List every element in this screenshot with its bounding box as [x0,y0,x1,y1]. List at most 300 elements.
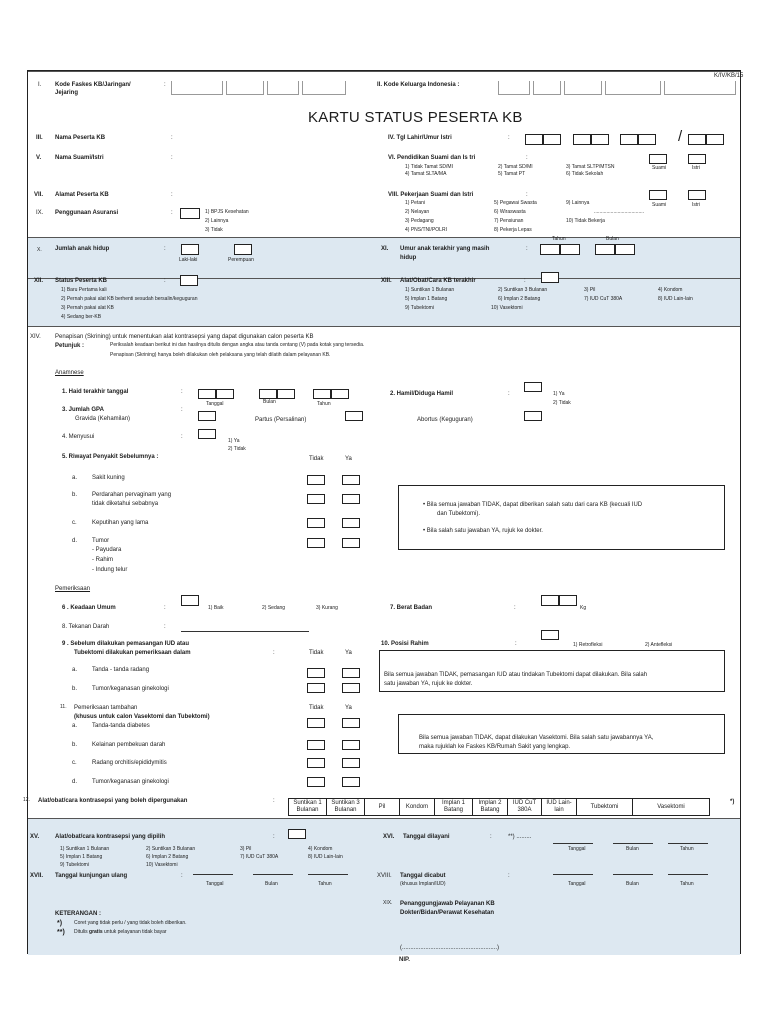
petunjuk-label: Petunjuk : [55,343,85,349]
option: 8) Pekerja Lepas [494,227,532,233]
option: 6) Implan 2 Batang [498,296,541,302]
tumor-ginekologi-ya-box[interactable] [342,683,360,693]
option: 3) Kurang [316,605,338,611]
pekerjaan-istri-box[interactable] [688,190,706,200]
option: 10) Vasektomi [146,862,178,868]
note-text: • Bila salah satu jawaban YA, rujuk ke dokter. [423,528,543,534]
item-number: 11. [60,704,67,710]
option: 4) Sedang ber-KB [61,314,102,320]
status-peserta-box[interactable] [180,275,198,286]
tgl-lahir-box[interactable] [620,134,638,145]
option: 4) PNS/TNI/POLRI [405,227,447,233]
perdarahan-label: tidak diketahui sebabnya [92,501,159,507]
colon: : [171,192,173,198]
colon: : [526,246,528,252]
kode-keluarga-box[interactable] [605,81,661,95]
riwayat-label: 5. Riwayat Penyakit Sebelumnya : [62,454,159,460]
haid-bulan-box[interactable] [277,389,295,399]
anak-perempuan-box[interactable] [234,244,252,255]
option: 1) Tidak Tamat SD/MI [405,164,453,170]
tumor-tidak-box[interactable] [307,538,325,548]
section-number: XIII. [381,278,392,284]
bulan-label: Bulan [263,399,276,405]
option: 2) Tidak [553,400,571,406]
istri-label: Istri [692,165,701,171]
kontrasepsi-table [288,798,710,816]
method-cell[interactable]: Implan 2 Batang [473,799,508,815]
tanda-radang-tidak-box[interactable] [307,668,325,678]
tahun-label: Tahun [318,881,332,887]
section-number: VII. [34,192,44,198]
posisi-rahim-label: 10. Posisi Rahim [381,641,429,647]
tumor-ginekologi-label: Tumor/keganasan ginekologi [92,686,169,692]
signature-line[interactable]: (.........................................................) [400,945,500,951]
option: 1) Suntikan 1 Bulanan [405,287,455,293]
footnote-marker: **) [57,929,65,936]
tgl-lahir-box[interactable] [638,134,656,145]
option: 1) Baru Pertama kali [61,287,107,293]
section-number: IX. [36,210,44,216]
method-cell[interactable]: IUD CuT 380A [508,799,542,815]
option: 2) Pernah pakai alat KB berhenti sesudah bersalin/keguguran [61,296,198,302]
kode-keluarga-box[interactable] [533,81,561,95]
pendidikan-istri-box[interactable] [688,154,706,164]
colon: : [514,605,516,611]
haid-bulan-box[interactable] [259,389,277,399]
tanggal-label: Tanggal [206,881,224,887]
colon: : [515,641,517,647]
item-letter: b. [72,742,78,748]
section-number: XIX. [383,900,393,906]
umur-anak-label: hidup [400,255,417,261]
colon: : [508,391,510,397]
colon: : [171,155,173,161]
ya-column-label: Ya [345,705,352,711]
umur-istri-box[interactable] [688,134,706,145]
tumor-ginekologi-tidak-box[interactable] [307,777,325,787]
penapisan-label: Penapisan (Skrining) untuk menentukan alat kontrasepsi yang dapat digunakan calon peserta KB [55,334,314,340]
method-cell[interactable]: Kondom [400,799,435,815]
tanggal-label: Tanggal [206,401,224,407]
option: 8) IUD Lain-lain [658,296,693,302]
berat-badan-label: 7. Berat Badan [390,605,433,611]
item-letter: b. [72,686,78,692]
laki-label: Laki-laki [179,257,198,263]
option: 1) Suntikan 1 Bulanan [60,846,110,852]
haid-tahun-box[interactable] [313,389,331,399]
section-number: X. [37,247,42,253]
item-letter: b. [72,492,78,498]
option: 5) Implan 1 Batang [405,296,448,302]
nama-suami-label: Nama Suami/Istri [55,155,104,161]
abortus-box[interactable] [524,411,542,421]
option: 9) Tubektomi [60,862,89,868]
pekerjaan-suami-box[interactable] [649,190,667,200]
option: 6) Wiraswasta [494,209,526,215]
option: 2) Nelayan [405,209,430,215]
option: 4) Tamat SLTA/MA [405,171,447,177]
colon: : [164,624,166,630]
umur-anak-bulan-box[interactable] [615,244,635,255]
tumor-rahim-label: - Rahim [92,557,114,563]
method-cell[interactable]: Pil [365,799,400,815]
tanggal-label: Tanggal [568,846,586,852]
kartu-status-peserta-kb [23,70,744,954]
perempuan-label: Perempuan [228,257,254,263]
tidak-column-label: Tidak [309,705,324,711]
option: 2) Lainnya [205,218,229,224]
divider [28,326,740,327]
menyusui-label: 4. Menyusui [62,434,95,440]
option: 3) Pedagang [405,218,434,224]
option: 10) Vasektomi [491,305,523,311]
tanggal-dicabut-sub: (khusus Implan/IUD) [400,881,446,887]
faskes-code-box[interactable] [171,81,223,95]
item-number: 12. [23,797,30,803]
faskes-code-box[interactable] [226,81,264,95]
posisi-rahim-box[interactable] [541,630,559,640]
item-letter: c. [72,520,77,526]
tidak-column-label: Tidak [309,650,324,656]
gravida-label: Gravida (Kehamilan) [75,416,131,422]
umur-anak-label: Umur anak terakhir yang masih [400,246,490,252]
kode-keluarga-box[interactable] [498,81,530,95]
colon: : [181,389,183,395]
pemeriksaan-heading: Pemeriksaan [55,586,91,592]
option: 5) Implan 1 Batang [60,854,103,860]
footnote-text: Coret yang tidak perlu / yang tidak boleh diberikan. [74,920,187,926]
partus-box[interactable] [345,411,363,421]
section-number: XVIII. [377,873,392,879]
perdarahan-label: Perdarahan pervaginam yang [92,492,172,498]
item-letter: a. [72,723,78,729]
colon: : [164,278,166,284]
tgl-lahir-box[interactable] [573,134,591,145]
dilayani-tahun-line[interactable] [668,843,708,844]
umur-anak-tahun-box[interactable] [540,244,560,255]
method-cell[interactable]: Implan 1 Batang [435,799,473,815]
nip-label: NIP. [399,957,410,963]
umur-istri-box[interactable] [706,134,724,145]
colon: : [508,135,510,141]
kontrasepsi-boleh-label: Alat/obat/cara kontrasepsi yang boleh dipergunakan [38,798,188,804]
asuransi-label: Penggunaan Asuransi [55,210,119,216]
jumlah-anak-label: Jumlah anak hidup [55,246,110,252]
section-number: XI. [381,246,389,252]
option: 3) Pil [584,287,596,293]
colon: : [164,605,166,611]
method-cell[interactable]: Vasektomi [657,803,685,810]
note-text: Bila semua jawaban TIDAK, pemasangan IUD atau tindakan Tubektomi dapat dilakukan. Bila salah [384,672,648,678]
petunjuk-text: Periksalah keadaan berikut ini dan hasilnya ditulis dengan angka atau tanda centang (V) pada kotak yang tersedia. [110,342,365,348]
tgl-lahir-box[interactable] [543,134,561,145]
footnote-text: Ditulis [74,929,90,935]
colon: : [181,434,183,440]
nama-peserta-label: Nama Peserta KB [55,135,106,141]
kunjungan-tahun-line[interactable] [308,874,348,875]
colon: : [526,192,528,198]
tumor-payudara-label: - Payudara [92,547,122,553]
keputihan-ya-box[interactable] [342,518,360,528]
tumor-label: Tumor [92,538,110,544]
petunjuk-text: Penapisan (Skrining) hanya boleh dilakukan oleh pelaksana yang telah dilatih dalam pelayanan KB. [110,352,331,358]
suami-label: Suami [652,165,667,171]
option: 1) Baik [208,605,224,611]
bulan-label: Bulan [626,881,639,887]
footnote-text [74,930,167,936]
tgl-lahir-label: IV. Tgl Lahir/Umur Istri [388,135,452,141]
tekanan-darah-label: 8. Tekanan Darah [62,624,110,630]
method-cell[interactable]: Tubektomi [577,799,633,815]
section-number: XVII. [30,873,44,879]
tanggal-dilayani-label: Tanggal dilayani [403,834,450,840]
tumor-ginekologi-label: Tumor/keganasan ginekologi [92,779,169,785]
faskes-code-box[interactable] [267,81,299,95]
menyusui-box[interactable] [198,429,216,439]
option: 2) Sedang [262,605,286,611]
option-dots: .................................... [594,209,645,215]
option: 1) Petani [405,200,426,206]
tanda-radang-ya-box[interactable] [342,668,360,678]
tumor-ginekologi-ya-box[interactable] [342,777,360,787]
orchitis-label: Radang orchitis/epididymitis [92,760,167,766]
partus-label: Partus (Persalinan) [255,417,307,423]
method-cell[interactable]: IUD Lain-lain [542,799,577,815]
anak-laki-box[interactable] [181,244,199,255]
colon: : [526,155,528,161]
pembekuan-darah-label: Kelainan pembekuan darah [92,742,166,748]
hamil-label: 2. Hamil/Diduga Hamil [390,391,454,397]
pemeriksaan-tambahan-label: Pemeriksaan tambahan [74,705,138,711]
colon: : [490,834,492,840]
option: 5) Tamat PT [498,171,526,177]
colon: : [508,873,510,879]
anamnese-heading: Anamnese [55,370,84,376]
haid-label: 1. Haid terakhir tanggal [62,389,129,395]
diabetes-label: Tanda-tanda diabetes [92,723,150,729]
pemeriksaan-dalam-label: Tubektomi dilakukan pemeriksaan dalam [74,650,191,656]
option: 9) Lainnya [566,200,590,206]
note-text: Bila semua jawaban TIDAK, dapat dilakukan Vasektomi. Bila salah satu jawabannya YA, [419,735,654,741]
pendidikan-label: VI. Pendidikan Suami dan Is tri [388,155,476,161]
berat-badan-box[interactable] [541,595,559,606]
note-text: • Bila semua jawaban TIDAK, dapat diberikan salah satu dari cara KB (kecuali IUD [423,502,643,508]
footnote-marker: *) [57,920,63,927]
bulan-label: Bulan [606,236,619,242]
form-code: K/IV/KB/15 [714,73,744,79]
note-text: satu jawaban YA, rujuk ke dokter. [384,681,473,687]
ya-column-label: Ya [345,650,352,656]
divider [28,237,740,238]
haid-tanggal-box[interactable] [216,389,234,399]
colon: : [181,873,183,879]
diabetes-ya-box[interactable] [342,718,360,728]
colon: : [273,834,275,840]
colon: : [164,82,166,88]
section-number: III. [36,135,43,141]
tekanan-darah-line[interactable] [181,631,309,632]
penanggungjawab-label: Dokter/Bidan/Perawat Kesehatan [400,910,495,916]
tgl-lahir-box[interactable] [525,134,543,145]
perdarahan-ya-box[interactable] [342,494,360,504]
section-number: XIV. [30,334,41,340]
ya-column-label: Ya [345,456,352,462]
diabetes-tidak-box[interactable] [307,718,325,728]
keadaan-umum-box[interactable] [181,595,199,606]
note-text: maka rujuklah ke Faskes KB/Rumah Sakit yang lengkap. [419,744,571,750]
option: 10) Tidak Bekerja [566,218,605,224]
note-text: Bila semua jawaban TIDAK, dapat diberikan salah satu dari cara KB (kecuali IUD [426,502,643,508]
option: 6) Tidak Sekolah [566,171,604,177]
bulan-label: Bulan [626,846,639,852]
kode-keluarga-box[interactable] [564,81,602,95]
tidak-column-label: Tidak [309,456,324,462]
alamat-label: Alamat Peserta KB [55,192,109,198]
slash: / [678,128,683,145]
dilayani-bulan-line[interactable] [613,843,653,844]
istri-label: Istri [692,202,701,208]
option: 4) Kondom [658,287,683,293]
kontrasepsi-dipilih-label: Alat/obat/cara kontrasepsi yang dipilih [55,834,166,840]
dicabut-tanggal-line[interactable] [553,874,593,875]
footnote-emphasis: gratis [89,929,103,935]
tahun-label: Tahun [552,236,566,242]
kontrasepsi-dipilih-box[interactable] [288,829,306,839]
kode-keluarga-label: II. Kode Keluarga Indonesia : [377,82,460,88]
faskes-code-box[interactable] [302,81,346,95]
status-peserta-label: Status Peserta KB [55,278,108,284]
section-number: XII. [34,278,44,284]
item-letter: c. [72,760,77,766]
kode-keluarga-box[interactable] [664,81,736,95]
divider [28,818,740,819]
note-panel [398,714,725,754]
tumor-ginekologi-tidak-box[interactable] [307,683,325,693]
alat-terakhir-box[interactable] [541,272,559,283]
option: 3) Tidak [205,227,223,233]
tanggal-dicabut-label: Tanggal dicabut [400,873,446,879]
haid-tahun-box[interactable] [331,389,349,399]
keadaan-umum-label: 6 . Keadaan Umum [62,605,116,611]
kg-unit: Kg [580,605,587,611]
gratis-marker: **) ......... [508,834,532,840]
kunjungan-ulang-label: Tanggal kunjungan ulang [55,873,128,879]
colon: : [164,246,166,252]
tgl-lahir-box[interactable] [591,134,609,145]
option: 1) Ya [553,391,565,397]
form-title: KARTU STATUS PESERTA KB [308,109,523,126]
option: 1) Retrofleksi [573,642,603,648]
note-text: dan Tubektomi). [437,511,481,517]
sakit-kuning-ya-box[interactable] [342,475,360,485]
option: 7) Pensiunan [494,218,524,224]
tahun-label: Tahun [680,881,694,887]
colon: : [181,407,183,413]
option: 2) Tidak [228,446,246,452]
gravida-box[interactable] [198,411,216,421]
tumor-indung-telur-label: - Indung telur [92,567,128,573]
haid-tanggal-box[interactable] [198,389,216,399]
divider [28,71,740,72]
section-number: XV. [30,834,40,840]
note-panel [398,485,725,550]
option: 9) Tubektomi [405,305,434,311]
section-number: I. [38,82,42,88]
colon: : [171,210,173,216]
keputihan-tidak-box[interactable] [307,518,325,528]
colon: : [171,135,173,141]
tumor-ya-box[interactable] [342,538,360,548]
section-number: V. [36,155,42,161]
bulan-label: Bulan [265,881,278,887]
colon: : [273,650,275,656]
kunjungan-bulan-line[interactable] [253,874,293,875]
note-panel [379,650,725,692]
pemeriksaan-tambahan-label: (khusus untuk calon Vasektomi dan Tubektomi) [74,714,210,720]
option: 6) Implan 2 Batang [146,854,189,860]
faskes-label: Jejaring [55,90,79,96]
option: 4) Kondom [308,846,333,852]
option: 7) IUD CuT 380A [584,296,623,302]
pekerjaan-label: VIII. Pekerjaan Suami dan Istri [388,192,474,198]
dicabut-bulan-line[interactable] [613,874,653,875]
option: 5) Pegawai Swasta [494,200,537,206]
item-letter: d. [72,538,78,544]
item-letter: a. [72,667,78,673]
method-cell[interactable]: Suntikan 3 Bulanan [327,799,365,815]
perdarahan-tidak-box[interactable] [307,494,325,504]
item-letter: a. [72,475,78,481]
keterangan-title: KETERANGAN : [55,911,101,917]
footnote-marker: *) [730,799,735,805]
pendidikan-suami-box[interactable] [649,154,667,164]
option: 2) Suntikan 3 Bulanan [146,846,196,852]
pemeriksaan-dalam-label: 9 . Sebelum dilakukan pemasangan IUD atau [62,641,190,647]
berat-badan-box[interactable] [559,595,577,606]
orchitis-ya-box[interactable] [342,758,360,768]
dicabut-tahun-line[interactable] [668,874,708,875]
kunjungan-tanggal-line[interactable] [193,874,233,875]
method-cell[interactable]: Suntikan 1 Bulanan [289,799,327,815]
option: 2) Antefleksi [645,642,673,648]
pembekuan-darah-tidak-box[interactable] [307,740,325,750]
keputihan-label: Keputihan yang lama [92,520,149,526]
alat-terakhir-label: Alat/Obat/Cara KB terakhir [400,278,476,284]
tahun-label: Tahun [680,846,694,852]
pembekuan-darah-ya-box[interactable] [342,740,360,750]
option: 1) BPJS Kesehatan [205,209,249,215]
option: 3) Pernah pakai alat KB [61,305,114,311]
asuransi-box[interactable] [180,208,200,219]
orchitis-tidak-box[interactable] [307,758,325,768]
tanggal-label: Tanggal [568,881,586,887]
footnote-text: untuk pelayanan tidak bayar [102,929,167,935]
abortus-label: Abortus (Keguguran) [417,417,473,423]
option: 2) Tamat SD/MI [498,164,533,170]
option: 7) IUD CuT 380A [240,854,279,860]
hamil-box[interactable] [524,382,542,392]
dilayani-tanggal-line[interactable] [553,843,593,844]
section-number: XVI. [383,834,395,840]
item-letter: d. [72,779,78,785]
sakit-kuning-tidak-box[interactable] [307,475,325,485]
umur-anak-tahun-box[interactable] [560,244,580,255]
faskes-label: Kode Faskes KB/Jaringan/ [55,82,131,88]
option: 2) Suntikan 3 Bulanan [498,287,548,293]
umur-anak-bulan-box[interactable] [595,244,615,255]
sakit-kuning-label: Sakit kuning [92,475,125,481]
gpa-label: 3. Jumlah GPA [62,407,104,413]
